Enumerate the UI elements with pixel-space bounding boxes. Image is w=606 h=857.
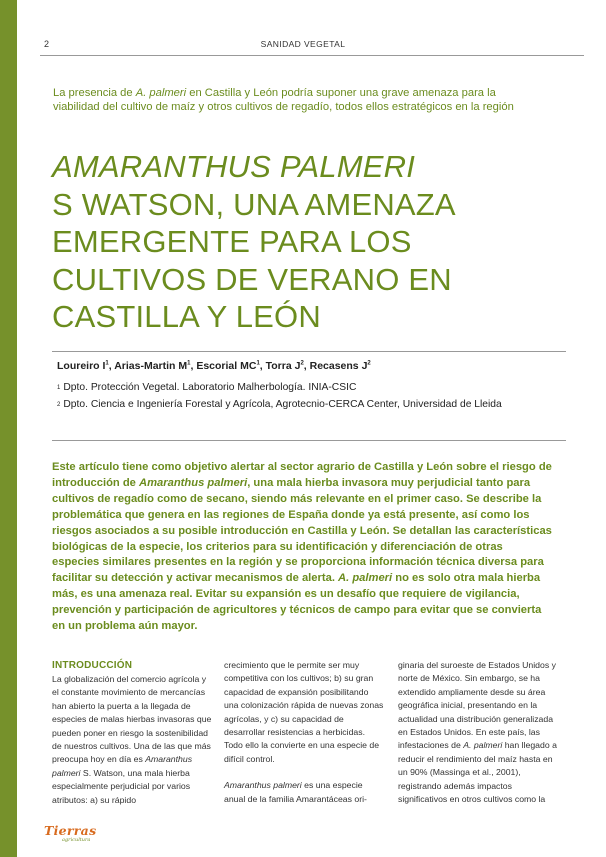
author-affiliation-mark: 1 — [187, 360, 191, 367]
body-species: Amaranthus palmeri — [52, 754, 193, 778]
body-paragraph: crecimiento que le permite ser muy competitiva con los cultivos; b) su gran capacidad de expansión posibilitando una colonización rápida de nuevas zonas agrícolas, y c) su capacidad de desarrollar resistencias a herbicidas. Todo ello la convierte en una especie de difícil control. — [224, 660, 384, 764]
body-column-1 — [52, 659, 212, 807]
body-text: ginaria del suroeste de Estados Unidos y norte de México. Sin embargo, se ha extendido ampliamente desde su área geográfica inicial, presentando en la actualidad una distribución generalizada en Estados Unidos. En este país, las infestaciones de — [398, 660, 556, 751]
subtitle-text-a: La presencia de — [53, 87, 136, 99]
abstract-text: , una mala hierba invasora muy perjudicial tanto para cultivos de regadío como de secano, siendo más relevante en el primer caso. Se describe la problemática que genera en las regiones de España donde ya está presente, así como los riesgos asociados a su posible introducción en Castilla y León. Se detallan las características biológicas de la especie, los criterios para su identificación y diferenciación de otras especies similares presentes en la región y se proporciona información técnica diversa para facilitar su detección y activar mecanismos de alerta. — [52, 476, 552, 585]
affiliation-mark: 2 — [57, 402, 61, 408]
header-divider — [40, 55, 584, 56]
body-column-3 — [398, 659, 559, 806]
author-name: , Torra J — [259, 360, 301, 372]
body-paragraph — [52, 673, 212, 807]
author-name: , Recasens J — [303, 360, 368, 372]
title-rest: S WATSON, UNA AMENAZA EMERGENTE PARA LOS CULTIVOS DE VERANO EN CASTILLA Y LEÓN — [52, 186, 455, 334]
body-paragraph — [398, 659, 559, 806]
side-accent-bar — [0, 0, 17, 857]
body-column-2 — [224, 659, 385, 806]
magazine-logo: Tierras — [44, 823, 97, 838]
author-affiliation-mark: 1 — [105, 360, 109, 367]
body-paragraph — [224, 779, 385, 806]
affiliation-text: Dpto. Ciencia e Ingeniería Forestal y Agrícola, Agrotecnio-CERCA Center, Universidad de Lleida — [63, 399, 502, 410]
subtitle-species: A. palmeri — [135, 87, 187, 99]
body-text: La globalización del comercio agrícola y el constante movimiento de mercancías han abierto la puerta a la llegada de especies de malas hierbas invasoras que pueden poner en riesgo la sostenibilidad de nuestros cultivos. Una de las que más preocupa hoy en día es — [52, 674, 212, 765]
body-text: han llegado a reducir el rendimiento del maíz hasta en un 90% (Massinga et al., 2001), registrando además impactos significativos en otros cultivos como la — [398, 740, 557, 805]
affiliation-text: Dpto. Protección Vegetal. Laboratorio Malherbología. INIA-CSIC — [63, 382, 357, 393]
affiliation-1 — [57, 381, 537, 399]
authors-divider-bottom — [52, 440, 566, 441]
author-affiliation-mark: 2 — [300, 360, 304, 367]
body-species: A. palmeri — [463, 740, 503, 751]
author-affiliation-mark: 1 — [256, 360, 260, 367]
body-species: Amaranthus palmeri — [224, 780, 302, 791]
author-list — [57, 360, 371, 372]
abstract-species: Amaranthus palmeri — [139, 476, 248, 489]
abstract — [52, 460, 552, 635]
paragraph-gap — [224, 766, 385, 779]
abstract-text: no es solo otra mala hierba más, es una amenaza real. Evitar su expansión es un desafío que requiere de vigilancia, prevención y participación de agricultores y técnicos de campo para evitar que se convierta en un problema aún mayor. — [52, 572, 542, 633]
abstract-text: Este artículo tiene como objetivo alertar al sector agrario de Castilla y León sobre el riesgo de introducción de — [52, 461, 552, 489]
author-name: , Arias-Martin M — [108, 360, 188, 372]
body-text: S. Watson, una mala hierba especialmente perjudicial por varios atributos: a) su rápido — [52, 767, 191, 805]
section-header: SANIDAD VEGETAL — [260, 39, 346, 49]
magazine-logo-subtitle: agricultura — [62, 837, 91, 843]
body-text: es una especie anual de la familia Amarantáceas ori- — [224, 780, 367, 804]
affiliation-2 — [57, 398, 537, 416]
article-subtitle — [53, 86, 523, 114]
author-name: , Escorial MC — [190, 360, 257, 372]
author-name: Loureiro I — [57, 360, 106, 372]
page-number: 2 — [44, 39, 50, 49]
intro-heading: INTRODUCCIÓN — [52, 660, 133, 671]
author-affiliation-mark: 2 — [367, 360, 371, 367]
abstract-species: A. palmeri — [338, 572, 393, 585]
subtitle-text-b: en Castilla y León podría suponer una grave amenaza para la viabilidad del cultivo de maíz y otros cultivos de regadío, todos ellos estratégicos en la región — [53, 87, 514, 113]
authors-divider-top — [52, 351, 566, 352]
affiliation-mark: 1 — [57, 385, 61, 391]
title-species: AMARANTHUS PALMERI — [52, 149, 416, 184]
article-title — [52, 148, 572, 336]
